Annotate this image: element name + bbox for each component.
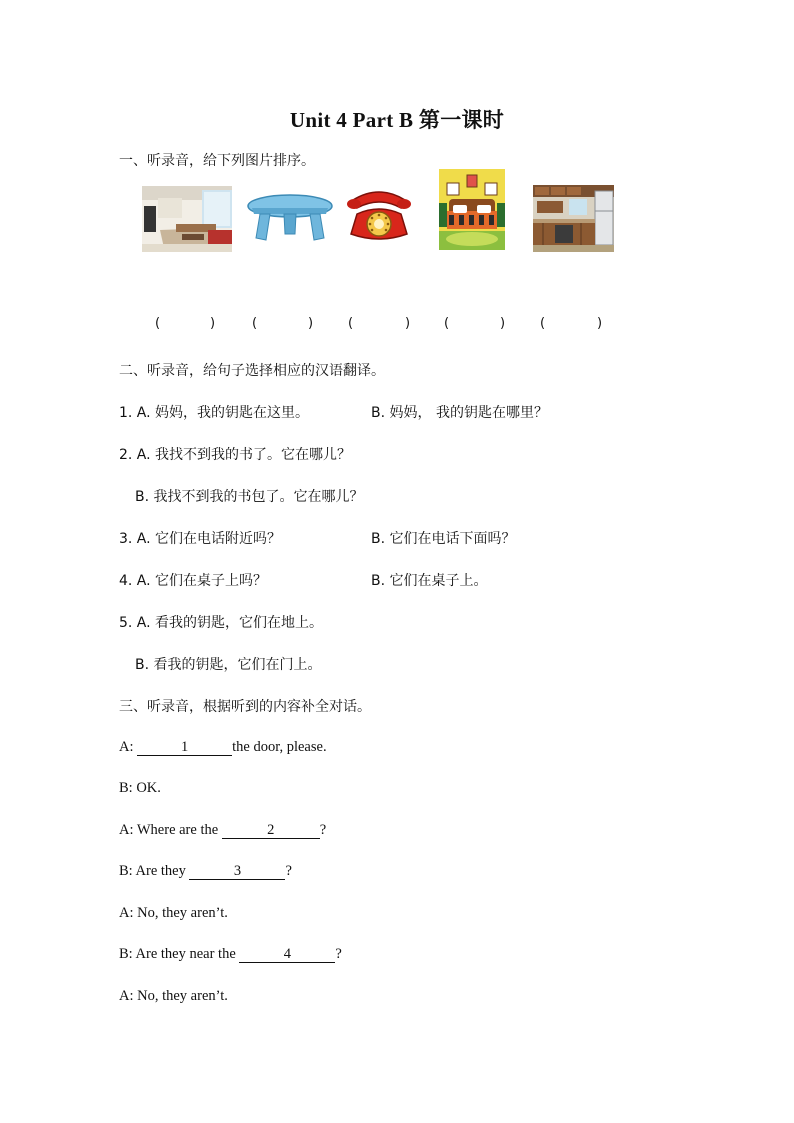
page-title: Unit 4 Part B 第一课时 — [289, 108, 505, 132]
dialogue-text: A: No, they aren’t. — [119, 905, 228, 921]
bedroom-picture — [439, 169, 505, 250]
answer-paren-close: ) — [405, 316, 411, 331]
living-room-picture — [142, 186, 232, 252]
answer-blank-2[interactable]: 2 — [222, 823, 320, 839]
section1-heading: 一、听录音，给下列图片排序。 — [119, 153, 315, 169]
question-2-option-a: 2. A. 我找不到我的书了。它在哪儿？ — [119, 447, 352, 463]
answer-paren-open: ( — [252, 316, 258, 331]
answer-paren-open: ( — [540, 316, 546, 331]
answer-blank-4[interactable]: 4 — [239, 947, 335, 963]
answer-paren-open: ( — [155, 316, 161, 331]
answer-paren-close: ) — [308, 316, 314, 331]
dialogue-text: the door, please. — [232, 739, 327, 755]
answer-paren-close: ) — [210, 316, 216, 331]
section2-heading: 二、听录音，给句子选择相应的汉语翻译。 — [119, 363, 385, 379]
answer-paren-close: ) — [597, 316, 603, 331]
kitchen-picture — [533, 185, 614, 252]
dialogue-line — [119, 822, 326, 839]
answer-paren-close: ) — [500, 316, 506, 331]
dialogue-text: ? — [285, 863, 292, 879]
question-1-option-a: 1. A. 妈妈，我的钥匙在这里。 — [119, 405, 310, 421]
dialogue-text: ? — [335, 946, 342, 962]
question-1-option-b: B. 妈妈， 我的钥匙在哪里？ — [371, 405, 548, 421]
dialogue-line — [119, 739, 327, 756]
dialogue-text: A: — [119, 739, 138, 755]
question-3-option-b: B. 它们在电话下面吗？ — [371, 531, 516, 547]
answer-blank-3[interactable]: 3 — [189, 864, 285, 880]
dialogue-line — [119, 780, 161, 797]
dialogue-line — [119, 946, 342, 963]
table-picture — [246, 192, 334, 244]
dialogue-text: B: Are they — [119, 863, 190, 879]
answer-blank-1[interactable]: 1 — [137, 740, 232, 756]
dialogue-line — [119, 863, 292, 880]
question-4-option-a: 4. A. 它们在桌子上吗？ — [119, 573, 268, 589]
question-2-option-b: B. 我找不到我的书包了。它在哪儿？ — [135, 489, 364, 505]
dialogue-text: ? — [319, 822, 327, 838]
dialogue-text: B: Are they near the — [119, 946, 240, 962]
dialogue-line — [119, 905, 228, 922]
question-3-option-a: 3. A. 它们在电话附近吗？ — [119, 531, 282, 547]
answer-paren-open: ( — [444, 316, 450, 331]
question-4-option-b: B. 它们在桌子上。 — [371, 573, 488, 589]
telephone-picture — [345, 186, 413, 244]
section3-heading: 三、听录音，根据听到的内容补全对话。 — [119, 699, 371, 715]
dialogue-text: B: OK. — [119, 780, 161, 796]
question-5-option-b: B. 看我的钥匙，它们在门上。 — [135, 657, 322, 673]
answer-paren-open: ( — [348, 316, 354, 331]
question-5-option-a: 5. A. 看我的钥匙，它们在地上。 — [119, 615, 324, 631]
dialogue-line — [119, 988, 228, 1005]
dialogue-text: A: Where are the — [119, 822, 222, 838]
dialogue-text: A: No, they aren’t. — [119, 988, 228, 1004]
